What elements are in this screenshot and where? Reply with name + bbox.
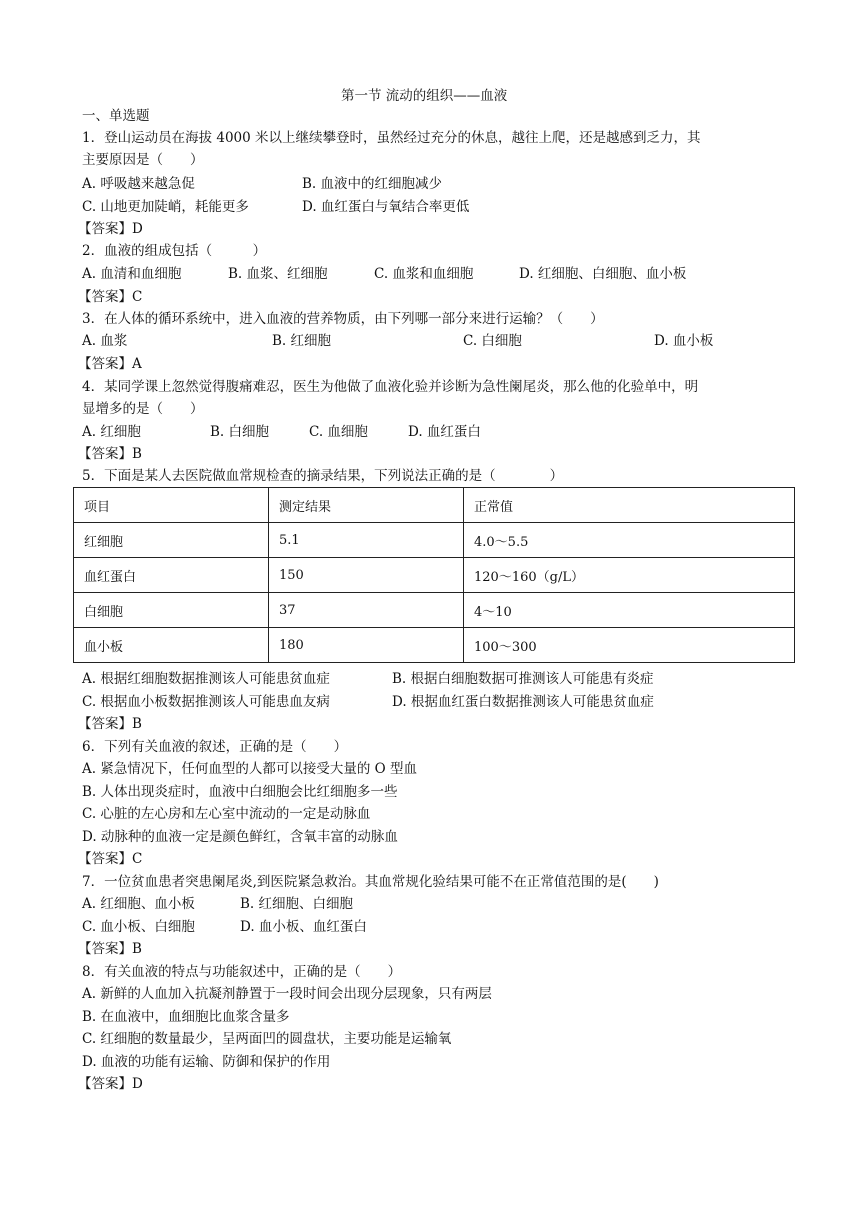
- q5-answer: 【答案】B: [78, 716, 142, 732]
- table-cell: 5.1: [269, 523, 464, 558]
- q1-option-c: C. 山地更加陡峭，耗能更多: [82, 199, 249, 215]
- q5-option-d: D. 根据血红蛋白数据推测该人可能患贫血症: [392, 694, 654, 710]
- q7-answer: 【答案】B: [78, 941, 142, 957]
- q5-option-c: C. 根据血小板数据推测该人可能患血友病: [82, 694, 330, 710]
- table-header-cell: 正常值: [464, 488, 795, 523]
- table-cell: 4～10: [464, 593, 795, 628]
- q6-stem: 6．下列有关血液的叙述，正确的是（ ）: [82, 739, 348, 755]
- table-row: [74, 523, 795, 558]
- q7-option-d: D. 血小板、血红蛋白: [240, 919, 367, 935]
- q7-option-a: A. 红细胞、血小板: [82, 896, 195, 912]
- table-cell: 37: [269, 593, 464, 628]
- table-cell: 150: [269, 558, 464, 593]
- q8-stem: 8．有关血液的特点与功能叙述中，正确的是（ ）: [82, 964, 402, 980]
- q3-option-d: D. 血小板: [654, 333, 714, 349]
- q2-option-d: D. 红细胞、白细胞、血小板: [519, 266, 687, 282]
- q3-stem: 3．在人体的循环系统中，进入血液的营养物质，由下列哪一部分来进行运输？（ ）: [82, 311, 604, 327]
- q2-option-a: A. 血清和血细胞: [82, 266, 182, 282]
- table-cell: 白细胞: [74, 593, 269, 628]
- q4-option-a: A. 红细胞: [82, 424, 141, 440]
- q2-stem: 2．血液的组成包括（ ）: [82, 243, 267, 259]
- q4-answer: 【答案】B: [78, 446, 142, 462]
- section-heading: 一、单选题: [82, 108, 150, 124]
- blood-test-table: [73, 487, 795, 663]
- q2-option-c: C. 血浆和血细胞: [374, 266, 474, 282]
- table-row: [74, 558, 795, 593]
- q8-option-c: C. 红细胞的数量最少，呈两面凹的圆盘状，主要功能是运输氧: [82, 1031, 452, 1047]
- q3-option-c: C. 白细胞: [463, 333, 522, 349]
- q3-answer: 【答案】A: [78, 356, 142, 372]
- q7-option-b: B. 红细胞、白细胞: [240, 896, 354, 912]
- table-cell: 180: [269, 628, 464, 663]
- q4-option-d: D. 血红蛋白: [408, 424, 481, 440]
- q4-stem-line1: 4．某同学课上忽然觉得腹痛难忍，医生为他做了血液化验并诊断为急性阑尾炎，那么他的化验单中，明: [82, 379, 699, 395]
- q1-option-a: A. 呼吸越来越急促: [82, 176, 195, 192]
- q8-option-a: A. 新鲜的人血加入抗凝剂静置于一段时间会出现分层现象，只有两层: [82, 986, 492, 1002]
- q6-option-a: A. 紧急情况下，任何血型的人都可以接受大量的 O 型血: [82, 761, 417, 777]
- q4-stem-line2: 显增多的是（ ）: [82, 401, 204, 417]
- q6-option-b: B. 人体出现炎症时，血液中白细胞会比红细胞多一些: [82, 784, 398, 800]
- table-header-row: [74, 488, 795, 523]
- q2-option-b: B. 血浆、红细胞: [228, 266, 328, 282]
- q1-option-d: D. 血红蛋白与氧结合率更低: [302, 199, 470, 215]
- q8-option-b: B. 在血液中，血细胞比血浆含量多: [82, 1009, 290, 1025]
- table-cell: 4.0～5.5: [464, 523, 795, 558]
- table-cell: 红细胞: [74, 523, 269, 558]
- q3-option-b: B. 红细胞: [272, 333, 332, 349]
- table-header-cell: 测定结果: [269, 488, 464, 523]
- q1-stem-line1: 1．登山运动员在海拔 4000 米以上继续攀登时，虽然经过充分的休息，越往上爬，还是越感到乏力，其: [82, 130, 701, 146]
- q6-option-c: C. 心脏的左心房和左心室中流动的一定是动脉血: [82, 806, 371, 822]
- table-cell: 100～300: [464, 628, 795, 663]
- q4-option-c: C. 血细胞: [309, 424, 368, 440]
- table-cell: 120～160（g/L）: [464, 558, 795, 593]
- table-cell: 血小板: [74, 628, 269, 663]
- q8-answer: 【答案】D: [78, 1076, 143, 1092]
- q3-option-a: A. 血浆: [82, 333, 128, 349]
- q6-answer: 【答案】C: [78, 851, 143, 867]
- table-row: [74, 593, 795, 628]
- q5-stem: 5．下面是某人去医院做血常规检查的摘录结果，下列说法正确的是（ ）: [82, 468, 564, 484]
- q2-answer: 【答案】C: [78, 289, 143, 305]
- q1-stem-line2: 主要原因是（ ）: [82, 152, 204, 168]
- table-header-cell: 项目: [74, 488, 269, 523]
- q4-option-b: B. 白细胞: [210, 424, 270, 440]
- page-title: 第一节 流动的组织——血液: [341, 88, 508, 104]
- table-row: [74, 628, 795, 663]
- q8-option-d: D. 血液的功能有运输、防御和保护的作用: [82, 1054, 331, 1070]
- q5-option-a: A. 根据红细胞数据推测该人可能患贫血症: [82, 671, 330, 687]
- q5-option-b: B. 根据白细胞数据可推测该人可能患有炎症: [392, 671, 654, 687]
- q7-stem: 7．一位贫血患者突患阑尾炎,到医院紧急救治。其血常规化验结果可能不在正常值范围的是( ): [82, 874, 659, 890]
- q1-answer: 【答案】D: [78, 221, 143, 237]
- q6-option-d: D. 动脉种的血液一定是颜色鲜红，含氧丰富的动脉血: [82, 829, 398, 845]
- q7-option-c: C. 血小板、白细胞: [82, 919, 195, 935]
- table-cell: 血红蛋白: [74, 558, 269, 593]
- q1-option-b: B. 血液中的红细胞减少: [302, 176, 443, 192]
